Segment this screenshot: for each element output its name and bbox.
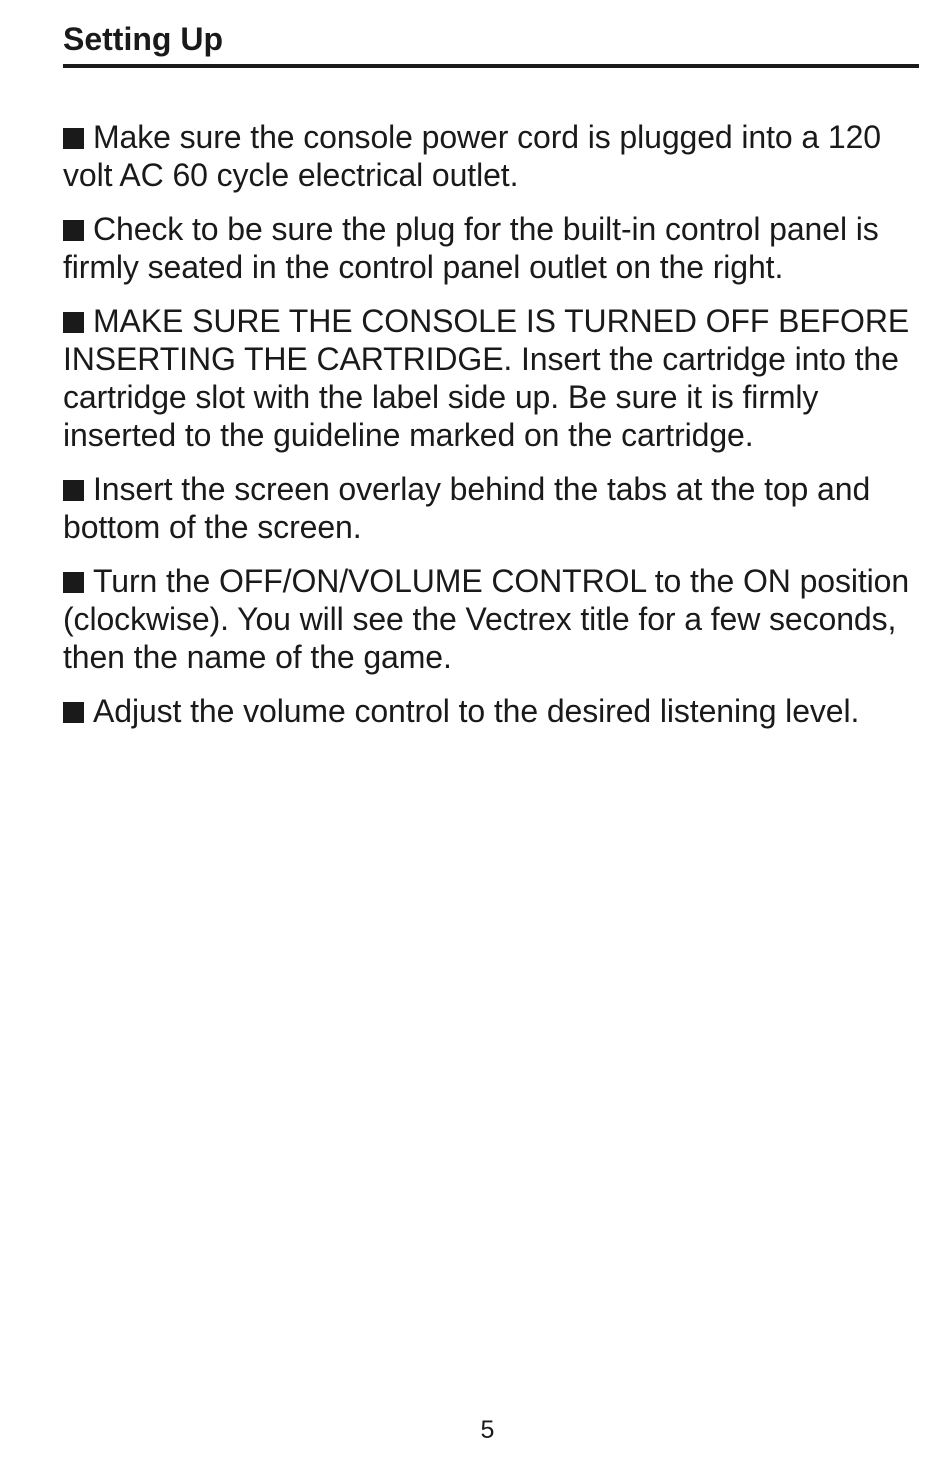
instruction-list <box>63 118 919 730</box>
instruction-text: Turn the OFF/ON/VOLUME CONTROL to the ON position (clockwise). You will see the Vectrex title for a few seconds, then the name of the game. <box>63 563 910 675</box>
bullet-square-icon <box>63 572 84 593</box>
instruction-text: Adjust the volume control to the desired listening level. <box>93 693 860 729</box>
instruction-item <box>63 302 919 454</box>
page-number: 5 <box>480 1416 495 1444</box>
bullet-square-icon <box>63 480 84 501</box>
section-title: Setting Up <box>63 21 223 57</box>
bullet-square-icon <box>63 128 84 149</box>
instruction-text: Check to be sure the plug for the built-in control panel is firmly seated in the control panel outlet on the right. <box>63 211 879 285</box>
section-header <box>63 0 919 68</box>
instruction-text: Make sure the console power cord is plugged into a 120 volt AC 60 cycle electrical outlet. <box>63 119 881 193</box>
instruction-item <box>63 118 919 194</box>
bullet-square-icon <box>63 220 84 241</box>
instruction-text: MAKE SURE THE CONSOLE IS TURNED OFF BEFORE INSERTING THE CARTRIDGE. Insert the cartridge into the cartridge slot with the label side up. Be sure it is firmly inserted to the guideline marked on the cartridge. <box>63 303 910 453</box>
instruction-item <box>63 692 919 730</box>
instruction-item <box>63 562 919 676</box>
instruction-item <box>63 210 919 286</box>
bullet-square-icon <box>63 702 84 723</box>
instruction-item <box>63 470 919 546</box>
instruction-text: Insert the screen overlay behind the tabs at the top and bottom of the screen. <box>63 471 871 545</box>
manual-page <box>63 0 919 746</box>
bullet-square-icon <box>63 312 84 333</box>
